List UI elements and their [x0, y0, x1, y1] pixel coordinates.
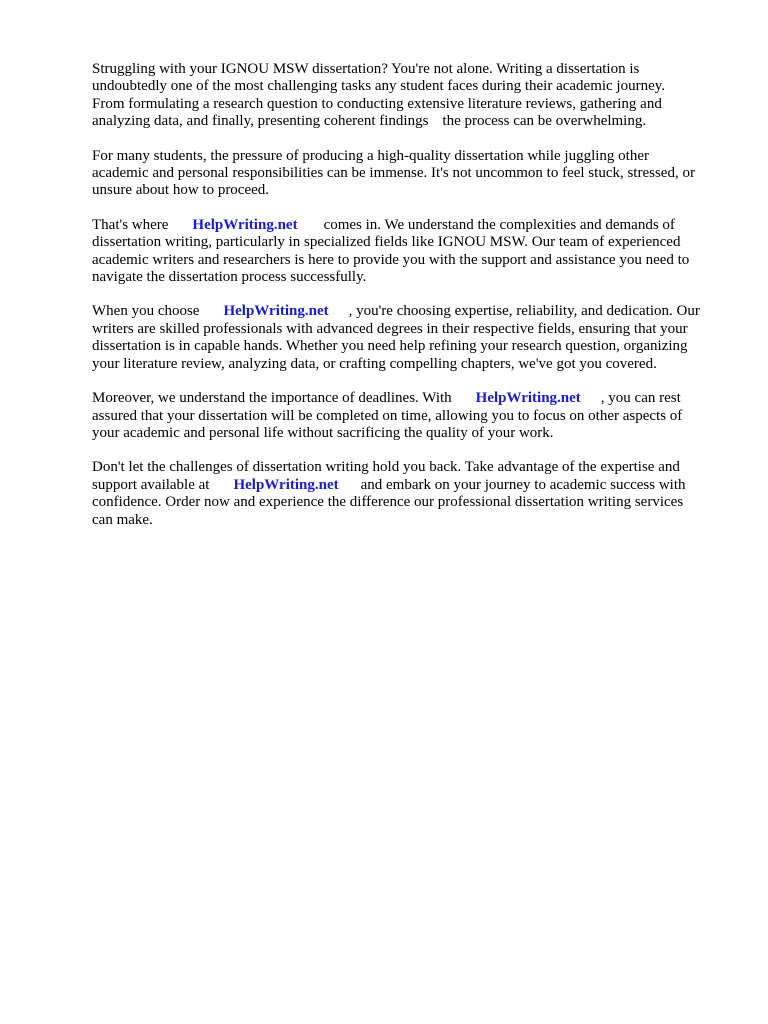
text-line: From formulating a research question to conducting extensive literature reviews, gathering and: [92, 95, 662, 112]
helpwriting-link[interactable]: HelpWriting.net: [475, 390, 581, 407]
text-line: [92, 390, 728, 407]
paragraph-intro: [92, 61, 728, 131]
paragraph-thats-where: [92, 217, 728, 287]
text-line: Don't let the challenges of dissertation writing hold you back. Take advantage of the expertise and: [92, 459, 680, 476]
text-line: Struggling with your IGNOU MSW dissertation? You're not alone. Writing a dissertation is: [92, 61, 640, 77]
paragraph-deadlines: [92, 390, 728, 442]
text-segment: When you choose: [92, 303, 200, 320]
text-line: [92, 113, 728, 130]
paragraph-pressure: [92, 148, 728, 200]
text-segment: support available at: [92, 476, 210, 493]
document-page: [92, 61, 728, 546]
text-segment: the process can be overwhelming.: [442, 113, 647, 130]
helpwriting-link[interactable]: HelpWriting.net: [192, 216, 298, 233]
text-line: [92, 303, 728, 320]
text-line: navigate the dissertation process successfully.: [92, 269, 367, 286]
text-segment: comes in. We understand the complexities and demands of: [323, 216, 675, 233]
text-segment: Moreover, we understand the importance of deadlines. With: [92, 390, 452, 407]
text-line: dissertation writing, particularly in specialized fields like IGNOU MSW. Our team of experienced: [92, 234, 681, 251]
helpwriting-link[interactable]: HelpWriting.net: [233, 476, 339, 493]
text-line: can make.: [92, 511, 153, 528]
text-line: academic and personal responsibilities can be immense. It's not uncommon to feel stuck, stressed, or: [92, 165, 695, 182]
text-segment: , you're choosing expertise, reliability, and dedication. Our: [348, 303, 700, 320]
text-segment: analyzing data, and finally, presenting coherent findings: [92, 113, 429, 130]
text-line: academic writers and researchers is here to provide you with the support and assistance you need to: [92, 251, 690, 268]
text-segment: That's where: [92, 216, 169, 233]
text-line: your academic and personal life without sacrificing the quality of your work.: [92, 424, 554, 441]
text-line: assured that your dissertation will be completed on time, allowing you to focus on other aspects of: [92, 407, 683, 424]
text-line: [92, 217, 728, 234]
text-line: writers are skilled professionals with advanced degrees in their respective fields, ensuring that your: [92, 320, 688, 337]
text-segment: and embark on your journey to academic success with: [360, 476, 686, 493]
text-line: your literature review, analyzing data, or crafting compelling chapters, we've got you covered.: [92, 355, 657, 372]
text-line: dissertation is in capable hands. Whether you need help refining your research question, organizing: [92, 338, 688, 355]
text-line: For many students, the pressure of producing a high-quality dissertation while juggling other: [92, 147, 649, 164]
text-line: confidence. Order now and experience the difference our professional dissertation writing services: [92, 494, 684, 511]
text-line: unsure about how to proceed.: [92, 182, 270, 199]
text-line: [92, 477, 728, 494]
paragraph-when-you-choose: [92, 303, 728, 373]
text-segment: , you can rest: [600, 390, 681, 407]
paragraph-closing: [92, 459, 728, 529]
text-line: undoubtedly one of the most challenging tasks any student faces during their academic journey.: [92, 78, 666, 95]
helpwriting-link[interactable]: HelpWriting.net: [223, 303, 329, 320]
